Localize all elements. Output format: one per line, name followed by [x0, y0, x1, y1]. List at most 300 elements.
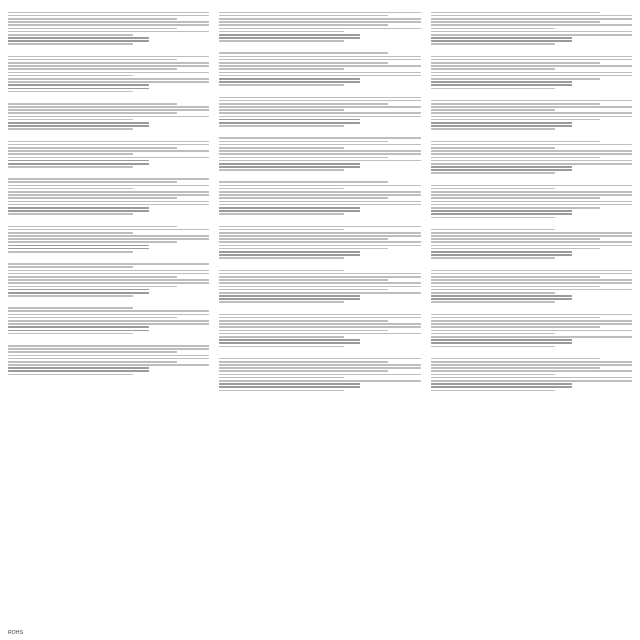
- text-line: [219, 106, 420, 108]
- section-number: [431, 223, 632, 227]
- text-line: [431, 65, 632, 67]
- text-line: [431, 21, 600, 23]
- text-line: [219, 72, 420, 74]
- text-line: [8, 226, 177, 228]
- section-number: [219, 264, 420, 268]
- section-number: [431, 179, 632, 183]
- text-line: [8, 326, 149, 328]
- text-line: [8, 358, 209, 360]
- text-line: [8, 37, 149, 39]
- text-line: [431, 361, 632, 363]
- text-line: [219, 52, 388, 54]
- text-line: [8, 207, 149, 209]
- text-line: [219, 298, 360, 300]
- text-line: [8, 348, 209, 350]
- text-line: [431, 289, 632, 291]
- text-line: [8, 128, 133, 130]
- text-line: [431, 75, 632, 77]
- text-line: [8, 163, 149, 165]
- text-line: [8, 314, 209, 316]
- text-line: [8, 160, 149, 162]
- text-line: [219, 166, 360, 168]
- text-line: [219, 336, 344, 338]
- text-line: [431, 40, 572, 42]
- text-line: [431, 254, 572, 256]
- text-line: [219, 181, 388, 183]
- text-line: [8, 84, 149, 86]
- text-line: [8, 81, 209, 83]
- text-line: [431, 194, 632, 196]
- text-line: [431, 364, 632, 366]
- text-line: [219, 276, 420, 278]
- text-line: [219, 97, 420, 99]
- text-line: [219, 229, 344, 231]
- text-line: [8, 330, 149, 332]
- text-line: [431, 383, 572, 385]
- language-section: [8, 50, 209, 92]
- language-section: [219, 47, 420, 86]
- language-section: [431, 94, 632, 130]
- language-section: [431, 50, 632, 89]
- language-section: [431, 179, 632, 218]
- text-line: [219, 232, 420, 234]
- section-number: [8, 302, 209, 306]
- text-line: [8, 31, 209, 33]
- text-line: [8, 194, 209, 196]
- rohs-tag: ROHS: [8, 630, 24, 636]
- text-line: [431, 330, 632, 332]
- language-section: [431, 6, 632, 45]
- text-line: [431, 157, 600, 159]
- text-line: [431, 34, 632, 36]
- text-line: [219, 194, 420, 196]
- text-line: [8, 75, 133, 77]
- text-line: [431, 326, 600, 328]
- text-line: [431, 84, 572, 86]
- text-line: [8, 263, 209, 265]
- text-line: [431, 128, 556, 130]
- text-line: [219, 81, 360, 83]
- text-line: [219, 201, 420, 203]
- text-line: [219, 210, 360, 212]
- text-line: [8, 188, 133, 190]
- text-line: [8, 333, 133, 335]
- text-line: [431, 370, 632, 372]
- text-line: [431, 12, 600, 14]
- text-line: [431, 81, 572, 83]
- text-line: [431, 119, 600, 121]
- section-number: [219, 176, 420, 180]
- language-section: [431, 308, 632, 347]
- text-line: [219, 245, 420, 247]
- text-line: [8, 279, 209, 281]
- text-line: [219, 273, 420, 275]
- language-section: [8, 6, 209, 45]
- text-line: [8, 367, 149, 369]
- text-line: [431, 339, 572, 341]
- text-line: [219, 333, 420, 335]
- text-line: [8, 201, 209, 203]
- text-line: [219, 24, 388, 26]
- text-line: [431, 279, 632, 281]
- text-line: [219, 37, 360, 39]
- text-line: [8, 270, 209, 272]
- text-line: [431, 144, 632, 146]
- text-line: [219, 109, 344, 111]
- text-line: [8, 112, 177, 114]
- text-line: [8, 12, 209, 14]
- text-line: [219, 257, 344, 259]
- text-line: [219, 342, 360, 344]
- text-line: [219, 197, 388, 199]
- text-line: [8, 119, 133, 121]
- text-line: [219, 320, 388, 322]
- text-line: [8, 307, 133, 309]
- language-section: [219, 220, 420, 259]
- section-number: [219, 132, 420, 136]
- text-line: [431, 201, 632, 203]
- text-line: [8, 178, 209, 180]
- text-line: [219, 289, 388, 291]
- text-line: [8, 78, 209, 80]
- text-line: [219, 226, 420, 228]
- text-line: [431, 56, 632, 58]
- language-section: [219, 6, 420, 42]
- text-line: [8, 245, 149, 247]
- text-line: [219, 147, 344, 149]
- text-line: [219, 150, 420, 152]
- text-line: [8, 141, 209, 143]
- text-line: [431, 62, 600, 64]
- text-line: [431, 112, 632, 114]
- text-line: [431, 122, 572, 124]
- text-line: [431, 188, 556, 190]
- text-line: [8, 147, 177, 149]
- text-line: [431, 116, 632, 118]
- text-line: [219, 31, 344, 33]
- text-line: [431, 358, 600, 360]
- text-line: [219, 326, 420, 328]
- text-line: [431, 31, 632, 33]
- text-line: [431, 377, 632, 379]
- text-line: [219, 62, 388, 64]
- section-number: [431, 264, 632, 268]
- text-line: [219, 377, 344, 379]
- text-line: [8, 345, 209, 347]
- text-line: [219, 282, 420, 284]
- text-line: [8, 229, 209, 231]
- text-line: [431, 28, 556, 30]
- text-line: [8, 122, 149, 124]
- text-line: [219, 185, 420, 187]
- section-number: [431, 352, 632, 356]
- text-line: [8, 150, 209, 152]
- text-line: [8, 181, 177, 183]
- text-line: [8, 361, 177, 363]
- text-line: [219, 364, 420, 366]
- text-line: [8, 370, 149, 372]
- text-line: [8, 289, 149, 291]
- text-line: [8, 248, 149, 250]
- text-line: [219, 18, 420, 20]
- section-number: [219, 47, 420, 51]
- text-line: [8, 282, 209, 284]
- text-line: [8, 210, 149, 212]
- text-line: [431, 37, 572, 39]
- language-section: [219, 352, 420, 391]
- section-number: [8, 6, 209, 10]
- text-line: [219, 346, 344, 348]
- text-line: [219, 248, 388, 250]
- text-line: [8, 116, 209, 118]
- text-line: [219, 374, 420, 376]
- text-line: [219, 367, 420, 369]
- language-section: [8, 258, 209, 297]
- text-line: [431, 276, 600, 278]
- text-line: [8, 15, 209, 17]
- text-line: [431, 295, 572, 297]
- text-line: [431, 169, 572, 171]
- text-line: [431, 103, 600, 105]
- text-line: [219, 235, 420, 237]
- text-line: [431, 380, 632, 382]
- text-line: [8, 106, 209, 108]
- text-line: [219, 163, 360, 165]
- text-line: [219, 339, 360, 341]
- text-line: [8, 109, 209, 111]
- text-line: [219, 238, 388, 240]
- text-line: [219, 292, 420, 294]
- text-line: [431, 163, 632, 165]
- text-line: [8, 323, 209, 325]
- section-number: [431, 94, 632, 98]
- text-line: [431, 298, 572, 300]
- text-line: [431, 106, 632, 108]
- text-line: [219, 84, 344, 86]
- text-line: [219, 270, 344, 272]
- text-line: [219, 34, 360, 36]
- language-section: [431, 223, 632, 259]
- text-line: [431, 336, 632, 338]
- text-line: [8, 24, 209, 26]
- text-line: [431, 314, 632, 316]
- text-line: [8, 374, 133, 376]
- language-section: [8, 97, 209, 130]
- section-number: [8, 97, 209, 101]
- text-line: [219, 12, 420, 14]
- text-column-1: [8, 6, 209, 626]
- text-line: [8, 56, 209, 58]
- text-line: [8, 125, 149, 127]
- text-line: [8, 65, 209, 67]
- text-line: [8, 292, 149, 294]
- section-number: [219, 91, 420, 95]
- text-line: [219, 65, 420, 67]
- text-line: [431, 317, 600, 319]
- text-line: [8, 34, 133, 36]
- text-line: [8, 273, 209, 275]
- text-line: [431, 367, 600, 369]
- text-line: [431, 217, 556, 219]
- text-line: [219, 137, 420, 139]
- text-line: [431, 109, 556, 111]
- text-line: [219, 21, 420, 23]
- text-line: [219, 169, 344, 171]
- text-line: [219, 191, 420, 193]
- text-line: [431, 270, 632, 272]
- text-line: [8, 213, 133, 215]
- text-line: [219, 361, 388, 363]
- text-line: [431, 15, 632, 17]
- text-line: [219, 141, 388, 143]
- text-line: [431, 229, 556, 231]
- text-line: [219, 68, 344, 70]
- text-line: [219, 213, 344, 215]
- section-number: [8, 220, 209, 224]
- text-line: [8, 18, 177, 20]
- text-line: [219, 286, 420, 288]
- text-line: [219, 125, 344, 127]
- section-number: [8, 258, 209, 262]
- text-line: [431, 88, 556, 90]
- text-line: [8, 310, 209, 312]
- text-line: [8, 295, 133, 297]
- text-line: [431, 150, 632, 152]
- text-line: [8, 364, 209, 366]
- text-line: [8, 40, 149, 42]
- text-line: [8, 166, 133, 168]
- text-line: [431, 18, 632, 20]
- text-line: [8, 28, 177, 30]
- text-line: [431, 390, 556, 392]
- text-line: [219, 254, 360, 256]
- text-line: [431, 292, 556, 294]
- text-line: [431, 248, 600, 250]
- text-line: [8, 21, 209, 23]
- text-line: [219, 78, 360, 80]
- text-line: [219, 390, 344, 392]
- text-line: [8, 157, 209, 159]
- text-line: [8, 241, 177, 243]
- text-line: [431, 172, 556, 174]
- text-line: [8, 197, 177, 199]
- text-line: [431, 346, 556, 348]
- text-line: [431, 374, 556, 376]
- section-number: [219, 308, 420, 312]
- text-line: [431, 286, 600, 288]
- language-section: [219, 308, 420, 347]
- text-line: [431, 245, 632, 247]
- text-line: [219, 56, 420, 58]
- section-number: [8, 173, 209, 177]
- text-line: [431, 166, 572, 168]
- text-line: [431, 251, 572, 253]
- text-line: [431, 68, 556, 70]
- text-line: [431, 342, 572, 344]
- text-line: [431, 78, 600, 80]
- language-section: [431, 264, 632, 303]
- section-number: [8, 135, 209, 139]
- text-line: [8, 286, 177, 288]
- text-line: [8, 320, 209, 322]
- text-line: [431, 100, 632, 102]
- text-line: [431, 147, 556, 149]
- text-line: [8, 355, 209, 357]
- language-section: [431, 135, 632, 174]
- text-line: [8, 204, 209, 206]
- text-line: [219, 314, 420, 316]
- text-line: [8, 317, 177, 319]
- text-line: [219, 330, 388, 332]
- language-section: [219, 264, 420, 303]
- text-line: [219, 383, 360, 385]
- text-line: [8, 276, 177, 278]
- section-number: [8, 339, 209, 343]
- text-line: [219, 251, 360, 253]
- language-section: [219, 176, 420, 215]
- text-line: [219, 153, 420, 155]
- text-line: [431, 153, 632, 155]
- text-line: [431, 43, 556, 45]
- language-section: [219, 91, 420, 127]
- text-line: [8, 43, 133, 45]
- text-line: [431, 235, 632, 237]
- text-line: [219, 241, 420, 243]
- text-line: [8, 232, 133, 234]
- text-line: [219, 112, 420, 114]
- text-column-2: [219, 6, 420, 626]
- text-line: [219, 301, 344, 303]
- text-line: [431, 282, 632, 284]
- section-number: [8, 50, 209, 54]
- text-line: [431, 320, 632, 322]
- text-line: [219, 15, 388, 17]
- text-line: [219, 188, 344, 190]
- text-line: [431, 323, 632, 325]
- text-line: [219, 295, 360, 297]
- section-number: [219, 220, 420, 224]
- section-number: [431, 308, 632, 312]
- language-section: [8, 173, 209, 215]
- text-line: [219, 157, 388, 159]
- text-line: [8, 185, 209, 187]
- text-line: [8, 59, 177, 61]
- text-line: [431, 207, 600, 209]
- text-line: [8, 72, 209, 74]
- text-line: [8, 238, 209, 240]
- text-line: [431, 273, 632, 275]
- text-line: [8, 351, 177, 353]
- text-line: [219, 207, 360, 209]
- text-line: [219, 160, 420, 162]
- text-line: [219, 75, 420, 77]
- text-line: [219, 144, 420, 146]
- text-line: [431, 210, 572, 212]
- text-line: [8, 191, 209, 193]
- text-line: [431, 257, 556, 259]
- text-line: [219, 59, 420, 61]
- text-line: [219, 116, 420, 118]
- section-number: [431, 50, 632, 54]
- text-line: [431, 386, 572, 388]
- text-line: [219, 279, 388, 281]
- text-line: [219, 119, 360, 121]
- text-line: [431, 141, 600, 143]
- text-line: [431, 72, 632, 74]
- text-line: [431, 232, 632, 234]
- text-line: [219, 122, 360, 124]
- section-number: [431, 135, 632, 139]
